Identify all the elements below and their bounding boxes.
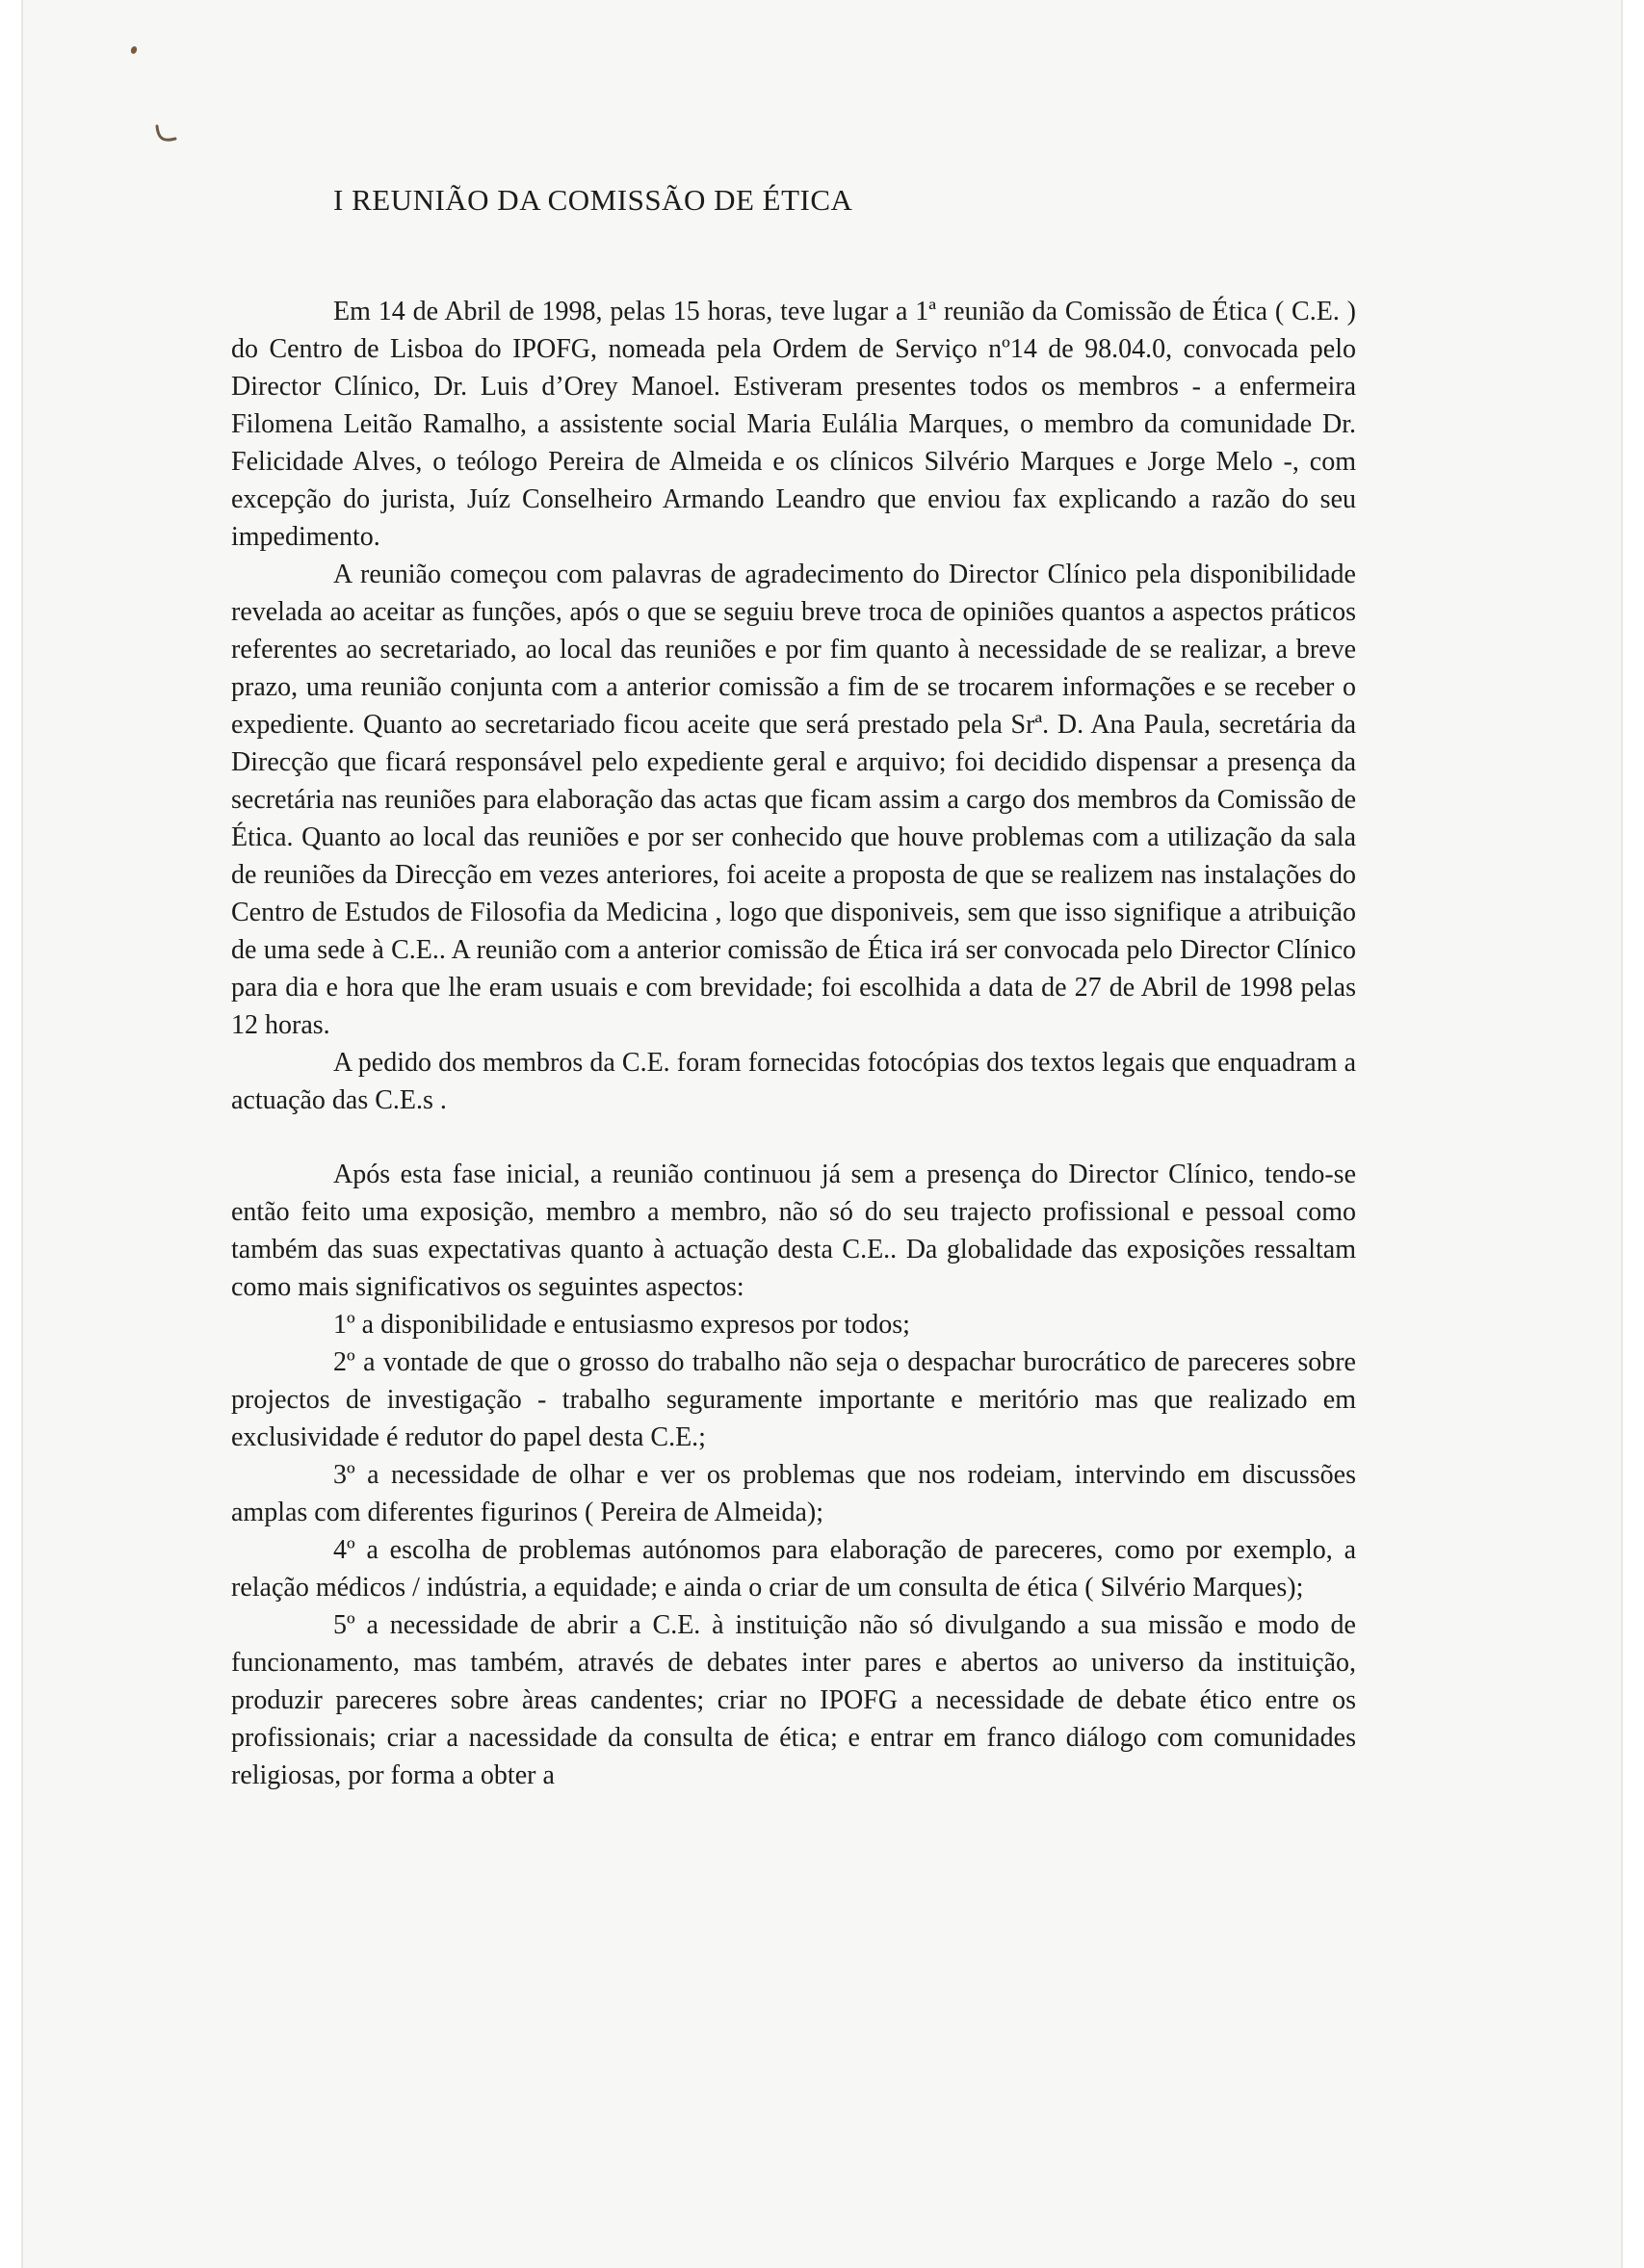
list-item: 1º a disponibilidade e entusiasmo expresos por todos; (333, 1310, 910, 1340)
paragraph-photocopies: A pedido dos membros da C.E. foram fornecidas fotocópias dos textos legais que enquadram a actuação das C.E.s . (231, 1048, 1356, 1115)
list-item: 4º a escolha de problemas autónomos para elaboração de pareceres, como por exemplo, a relação médicos / indústria, a equidade; e ainda o criar de um consulta de ética ( Silvério Marques); (231, 1535, 1356, 1603)
list-item: 3º a necessidade de olhar e ver os problemas que nos rodeiam, intervindo em discussões amplas com diferentes figurinos ( Pereira de Almeida); (231, 1460, 1356, 1527)
paragraph-meeting-start: A reunião começou com palavras de agradecimento do Director Clínico pela disponibilidade revelada ao aceitar as funções, após o que se seguiu breve troca de opiniões quantos a aspectos práticos referentes ao secretariado, ao local das reuniões e por fim quanto à necessidade de se realizar, a breve prazo, uma reunião conjunta com a anterior comissão a fim de se trocarem informações e se receber o expediente. Quanto ao secretariado ficou aceite que será prestado pela Srª. D. Ana Paula, secretária da Direcção que ficará responsável pelo expediente geral e arquivo; foi decidido dispensar a presença da secretária nas reuniões para elaboração das actas que ficam assim a cargo dos membros da Comissão de Ética. Quanto ao local das reuniões e por ser conhecido que houve problemas com a utilização da sala de reuniões da Direcção em vezes anteriores, foi aceite a proposta de que se realizem nas instalações do Centro de Estudos de Filosofia da Medicina , logo que disponiveis, sem que isso signifique a atribuição de uma sede à C.E.. A reunião com a anterior comissão de Ética irá ser convocada pelo Director Clínico para dia e hora que lhe eram usuais e com brevidade; foi escolhida a data de 27 de Abril de 1998 pelas 12 horas. (231, 560, 1356, 1040)
ink-dot-mark (130, 45, 138, 55)
paragraph-opening: Em 14 de Abril de 1998, pelas 15 horas, teve lugar a 1ª reunião da Comissão de Ética ( C.E. ) do Centro de Lisboa do IPOFG, nomeada pela Ordem de Serviço nº14 de 98.04.0, convocada pelo Director Clínico, Dr. Luis d’Orey Manoel. Estiveram presentes todos os membros - a enfermeira Filomena Leitão Ramalho, a assistente social Maria Eulália Marques, o membro da comunidade Dr. Felicidade Alves, o teólogo Pereira de Almeida e os clínicos Silvério Marques e Jorge Melo -, com excepção do jurista, Juíz Conselheiro Armando Leandro que enviou fax explicando a razão do seu impedimento. (231, 297, 1356, 552)
paragraph-gap (231, 1119, 1356, 1156)
document-body (231, 181, 1356, 1794)
scan-edge-right (1621, 0, 1623, 2268)
scan-edge-left (21, 0, 23, 2268)
ink-hook-mark (154, 123, 177, 146)
list-item: 2º a vontade de que o grosso do trabalho não seja o despachar burocrático de pareceres sobre projectos de investigação - trabalho seguramente importante e meritório mas que realizado em exclusividade é redutor do papel desta C.E.; (231, 1347, 1356, 1452)
list-item: 5º a necessidade de abrir a C.E. à instituição não só divulgando a sua missão e modo de funcionamento, mas também, através de debates inter pares e abertos ao universo da instituição, produzir pareceres sobre àreas candentes; criar no IPOFG a necessidade de debate ético entre os profissionais; criar a nacessidade da consulta de ética; e entrar em franco diálogo com comunidades religiosas, por forma a obter a (231, 1610, 1356, 1790)
paragraph-expositions: Após esta fase inicial, a reunião continuou já sem a presença do Director Clínico, tendo-se então feito uma exposição, membro a membro, não só do seu trajecto profissional e pessoal como também das suas expectativas quanto à actuação desta C.E.. Da globalidade das exposições ressaltam como mais significativos os seguintes aspectos: (231, 1160, 1356, 1302)
document-title: I REUNIÃO DA COMISSÃO DE ÉTICA (333, 183, 853, 217)
